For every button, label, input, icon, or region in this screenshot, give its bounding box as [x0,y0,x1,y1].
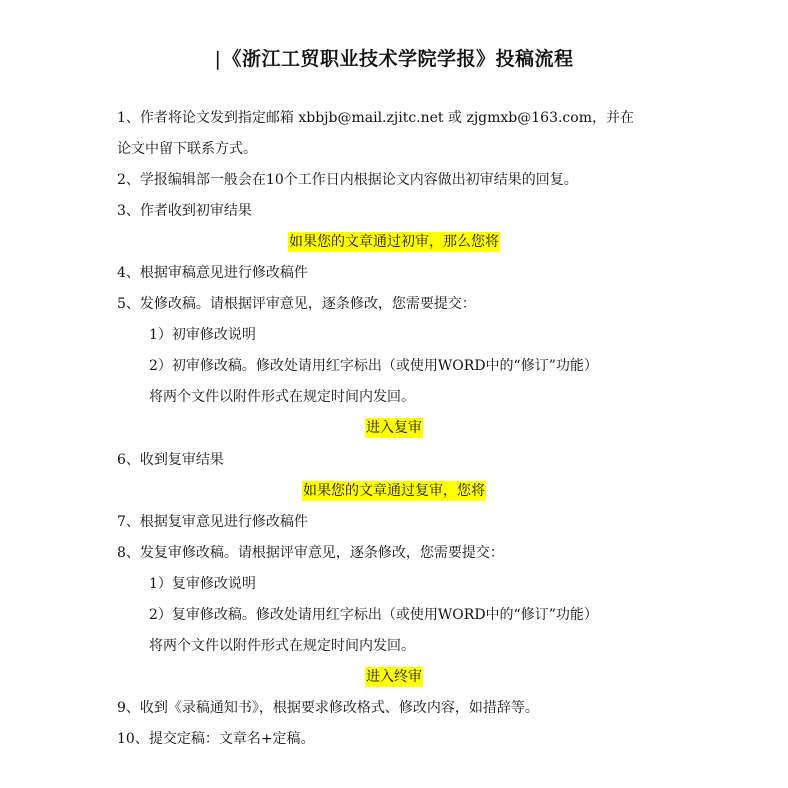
enter-second-review [0,418,788,438]
enter-final-review [0,667,788,687]
pass-second-review-note [0,481,788,501]
step-5: 5、发修改稿。请根据评审意见，逐条修改，您需要提交： [117,296,476,312]
step-1-line-2: 论文中留下联系方式。 [117,141,257,157]
text-cursor: | [214,48,222,70]
step-5-item-1: 1）初审修改说明 [149,327,256,343]
highlight-text: 进入终审 [366,669,422,685]
step-8-item-2: 2）复审修改稿。修改处请用红字标出（或使用WORD中的“修订”功能） [149,607,598,623]
step-5-note: 将两个文件以附件形式在规定时间内发回。 [149,389,415,405]
step-8-item-1: 1）复审修改说明 [149,576,256,592]
highlight-text: 如果您的文章通过初审，那么您将 [289,234,499,250]
step-2: 2、学报编辑部一般会在10个工作日内根据论文内容做出初审结果的回复。 [117,172,578,188]
highlight-text: 进入复审 [366,420,422,436]
step-6: 6、收到复审结果 [117,452,224,468]
step-5-item-2: 2）初审修改稿。修改处请用红字标出（或使用WORD中的“修订”功能） [149,358,598,374]
step-10: 10、提交定稿：文章名+定稿。 [117,731,315,747]
step-9: 9、收到《录稿通知书》，根据要求修改格式、修改内容，如措辞等。 [117,700,539,716]
step-8: 8、发复审修改稿。请根据评审意见，逐条修改，您需要提交： [117,545,504,561]
step-8-note: 将两个文件以附件形式在规定时间内发回。 [149,638,415,654]
step-7: 7、根据复审意见进行修改稿件 [117,514,308,530]
title-text: 《浙江工贸职业技术学院学报》投稿流程 [222,48,574,70]
step-3: 3、作者收到初审结果 [117,203,252,219]
step-1-line-1: 1、作者将论文发到指定邮箱 xbbjb@mail.zjitc.net 或 zjgmxb@163.com，并在 [117,110,634,126]
highlight-text: 如果您的文章通过复审，您将 [303,483,485,499]
step-4: 4、根据审稿意见进行修改稿件 [117,265,308,281]
page-title [0,44,788,71]
pass-initial-review-note [0,232,788,252]
